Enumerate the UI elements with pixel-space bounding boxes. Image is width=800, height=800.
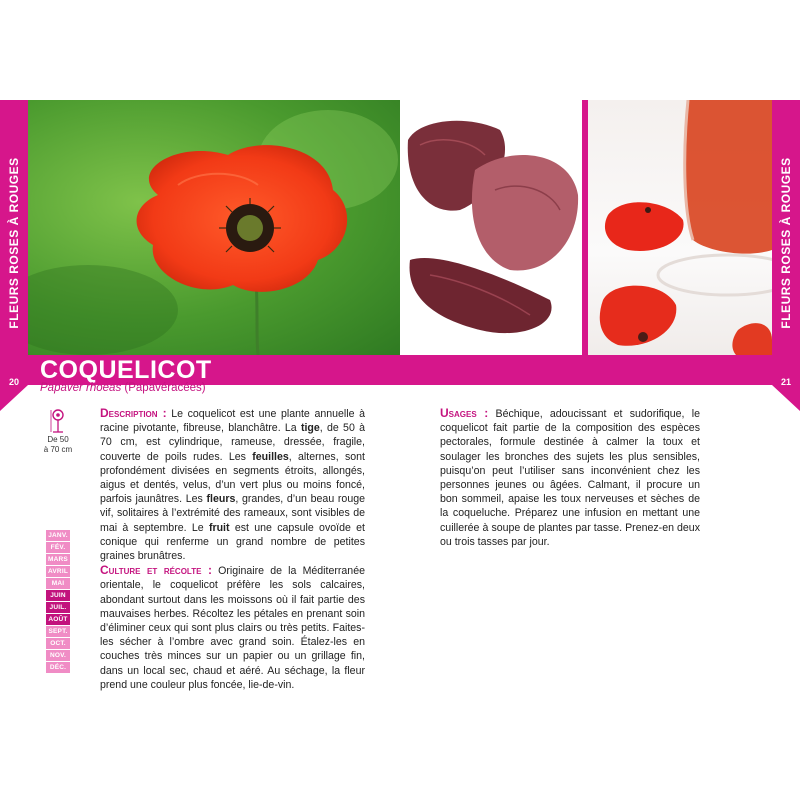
corner-triangle-right	[772, 385, 800, 411]
book-spread	[0, 100, 800, 700]
scientific-name	[40, 382, 206, 394]
side-band-left	[0, 100, 28, 385]
usages-text: Béchique, adoucissant et sudorifique, le coquelicot fait partie de la composition des espèces pectorales, formule destinée à calmer la toux et soulager les bronches des sujets les plus sensibles, puisqu’on peut l’utiliser sans inconvénient chez les personnes jeunes ou âgées. Calmant, il procure un bon sommeil, apaise les toux nerveuses et sèches de la coqueluche. Préparez une infusion en mettant une cuillerée à soupe de plantes par tasse. Prenez-en deux ou trois tasses par jour.	[440, 408, 700, 548]
flowering-months	[46, 530, 70, 674]
keyword-fleurs: fleurs	[206, 493, 236, 506]
page-number-left: 20	[8, 377, 19, 387]
side-band-label-right: FLEURS ROSES À ROUGES	[779, 156, 793, 329]
height-line-2: à 70 cm	[43, 445, 73, 454]
month-10: NOV.	[46, 650, 70, 661]
dried-petals-photo	[400, 100, 582, 355]
month-8: SEPT.	[46, 626, 70, 637]
keyword-feuilles: feuilles	[252, 450, 289, 463]
corner-triangle-left	[0, 385, 28, 411]
month-5: JUIN	[46, 590, 70, 601]
month-7: AOÛT	[46, 614, 70, 625]
description-text-3: , alternes, sont profondément divisées en segments étroits, allongés, aigus et dentés, velus, d’un vert plus ou moins foncé, parfois jaunâtres. Les	[100, 450, 365, 506]
month-1: FÉV.	[46, 542, 70, 553]
description-text-1: Le coquelicot est une plante annuelle à racine pivotante, fibreuse, blanchâtre. La	[100, 408, 366, 435]
culture-heading: Culture et récolte :	[100, 563, 212, 578]
description-text-5: est une capsule ovoïde et conique qui renferme un grand nombre de petites graines brunâtres.	[100, 521, 365, 563]
height-line-1: De 50	[47, 435, 69, 444]
month-6: JUIL.	[46, 602, 70, 613]
month-11: DÉC.	[46, 662, 70, 673]
month-3: AVRIL	[47, 568, 69, 575]
family-name: (Papavéracées)	[124, 382, 206, 394]
latin-name: Papaver rhoeas	[40, 382, 122, 394]
keyword-fruit: fruit	[208, 521, 230, 534]
left-text-column	[100, 406, 365, 692]
tea-infusion-photo	[588, 100, 772, 355]
poppy-illustration	[28, 100, 400, 355]
page-title: COQUELICOT	[40, 356, 212, 384]
side-band-label-left: FLEURS ROSES À ROUGES	[7, 156, 21, 329]
description-heading: Description :	[100, 406, 167, 420]
poppy-photo	[28, 100, 400, 355]
culture-paragraph	[100, 563, 365, 692]
right-text-column	[440, 406, 700, 549]
description-text-2: , de 50 à 70 cm, est cylindrique, rameuse, dressée, fragile, couverte de poils rudes. Les	[100, 422, 365, 463]
tea-illustration	[588, 100, 772, 355]
month-4: MAI	[46, 578, 70, 589]
usages-heading: Usages :	[440, 406, 489, 420]
plant-height-icon	[49, 408, 67, 434]
side-band-right	[772, 100, 800, 385]
usages-paragraph	[440, 406, 700, 549]
page-number-right: 21	[780, 377, 791, 387]
height-info	[38, 408, 78, 454]
title-bar	[0, 355, 800, 385]
month-9: OCT.	[46, 638, 70, 649]
culture-text: Originaire de la Méditerranée orientale, le coquelicot préfère les sols calcaires, abondant surtout dans les moissons où il fait partie des mauvaises herbes. Récoltez les pétales en prenant soin d’éliminer ceux qui sont plus clairs ou très petits. Faites-les sécher à l’ombre avec grand soin. Étalez-les en couches très minces sur un papier ou un grillage fin, dans un local sec, chaud et aéré. Au séchage, la fleur prend une couleur plus foncée, lie-de-vin.	[100, 565, 365, 691]
description-text-4: , grandes, d’un beau rouge vif, solitaires à l’extrémité des rameaux, sont visibles de mai à septembre. Le	[100, 493, 366, 534]
month-0: JANV.	[46, 530, 70, 541]
month-2: MARS	[46, 554, 70, 565]
dried-petals-illustration	[400, 100, 582, 355]
keyword-tige: tige	[300, 422, 320, 435]
description-paragraph	[100, 406, 365, 563]
